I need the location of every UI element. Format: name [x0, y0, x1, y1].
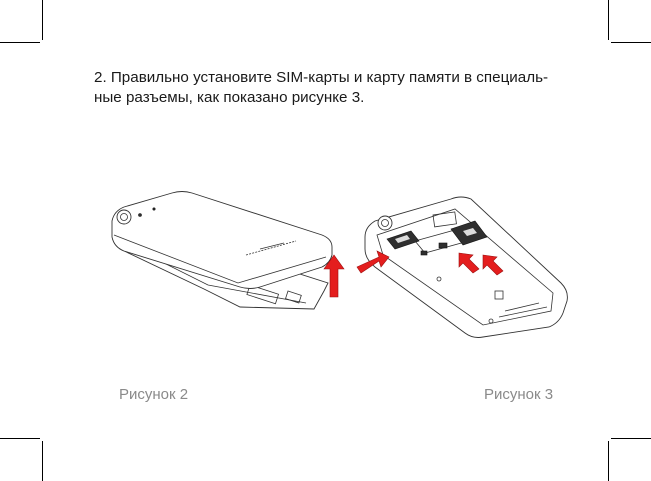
instruction-line-1: 2. Правильно установите SIM-карты и карту памяти в специаль- [94, 69, 549, 86]
back-cover [112, 192, 332, 289]
figure-2-caption: Рисунок 2 [119, 386, 189, 403]
figure-3-card-installation-illustration [355, 195, 580, 340]
instruction-line-2: ные разъемы, как показано рисунке 3. [94, 89, 365, 106]
camera-icon [378, 216, 392, 230]
figure-2-cover-removal-illustration [100, 185, 360, 325]
figure-3-caption: Рисунок 3 [484, 386, 554, 403]
crop-mark-bottom-right-horizontal [611, 438, 651, 439]
crop-mark-bottom-right-vertical [608, 441, 609, 481]
crop-mark-top-right-vertical [608, 0, 609, 40]
crop-mark-top-left-horizontal [0, 42, 40, 43]
crop-mark-bottom-left-horizontal [0, 438, 40, 439]
crop-mark-top-right-horizontal [611, 42, 651, 43]
crop-mark-bottom-left-vertical [42, 441, 43, 481]
camera-icon [117, 210, 131, 224]
crop-mark-top-left-vertical [42, 0, 43, 40]
instruction-text [94, 68, 594, 108]
